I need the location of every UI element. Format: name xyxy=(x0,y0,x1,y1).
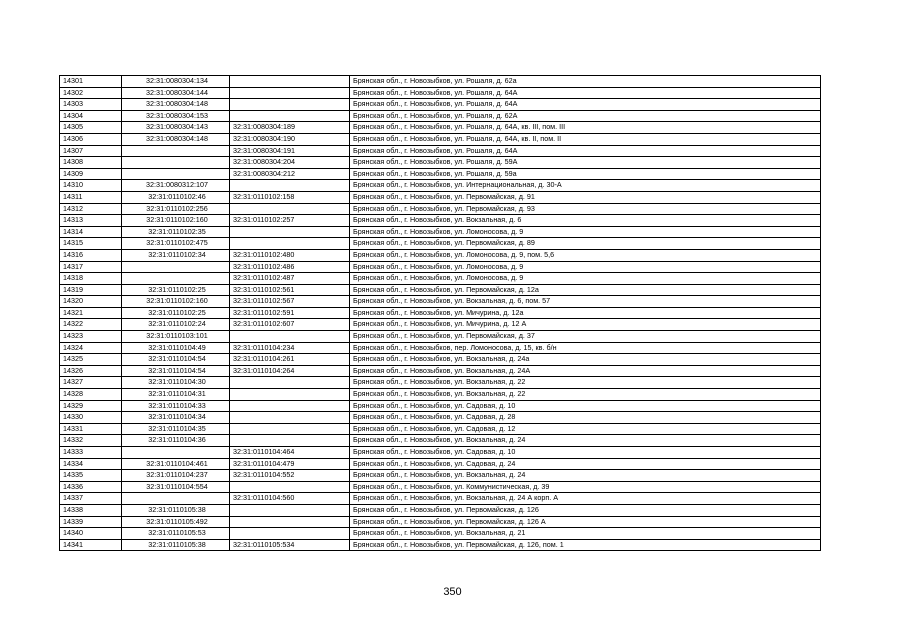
address-cell: Брянская обл., г. Новозыбков, ул. Первомайская, д. 126 А xyxy=(350,516,821,528)
cadastral-number-cell: 32:31:0080304:148 xyxy=(122,99,230,111)
row-number-cell: 14336 xyxy=(60,481,122,493)
row-number-cell: 14313 xyxy=(60,215,122,227)
address-cell: Брянская обл., г. Новозыбков, ул. Рошаля, д. 62а xyxy=(350,76,821,88)
table-row xyxy=(60,203,821,215)
cadastral-number-cell: 32:31:0110103:101 xyxy=(122,331,230,343)
table-row xyxy=(60,261,821,273)
address-cell: Брянская обл., г. Новозыбков, ул. Рошаля, д. 64А, кв. III, пом. III xyxy=(350,122,821,134)
row-number-cell: 14310 xyxy=(60,180,122,192)
address-cell: Брянская обл., г. Новозыбков, пер. Ломоносова, д. 15, кв. б/н xyxy=(350,342,821,354)
table-row xyxy=(60,504,821,516)
address-cell: Брянская обл., г. Новозыбков, ул. Рошаля, д. 64А xyxy=(350,99,821,111)
registry-table xyxy=(59,75,821,551)
address-cell: Брянская обл., г. Новозыбков, ул. Вокзальная, д. 24 А корп. А xyxy=(350,493,821,505)
linked-cadastral-number-cell: 32:31:0110104:464 xyxy=(230,447,350,459)
row-number-cell: 14320 xyxy=(60,296,122,308)
table-row xyxy=(60,412,821,424)
linked-cadastral-number-cell xyxy=(230,423,350,435)
linked-cadastral-number-cell xyxy=(230,238,350,250)
linked-cadastral-number-cell xyxy=(230,180,350,192)
page-number: 350 xyxy=(443,586,462,598)
row-number-cell: 14330 xyxy=(60,412,122,424)
cadastral-number-cell xyxy=(122,145,230,157)
cadastral-number-cell: 32:31:0110104:554 xyxy=(122,481,230,493)
address-cell: Брянская обл., г. Новозыбков, ул. Вокзальная, д. 6 xyxy=(350,215,821,227)
cadastral-number-cell: 32:31:0110104:54 xyxy=(122,354,230,366)
linked-cadastral-number-cell xyxy=(230,400,350,412)
linked-cadastral-number-cell xyxy=(230,110,350,122)
row-number-cell: 14319 xyxy=(60,284,122,296)
table-row xyxy=(60,87,821,99)
row-number-cell: 14334 xyxy=(60,458,122,470)
cadastral-number-cell: 32:31:0110104:35 xyxy=(122,423,230,435)
linked-cadastral-number-cell: 32:31:0110102:561 xyxy=(230,284,350,296)
linked-cadastral-number-cell: 32:31:0080304:191 xyxy=(230,145,350,157)
linked-cadastral-number-cell: 32:31:0110104:264 xyxy=(230,365,350,377)
address-cell: Брянская обл., г. Новозыбков, ул. Первомайская, д. 93 xyxy=(350,203,821,215)
linked-cadastral-number-cell xyxy=(230,99,350,111)
table-row xyxy=(60,516,821,528)
cadastral-number-cell: 32:31:0110102:25 xyxy=(122,284,230,296)
address-cell: Брянская обл., г. Новозыбков, ул. Ломоносова, д. 9, пом. 5,6 xyxy=(350,249,821,261)
linked-cadastral-number-cell xyxy=(230,481,350,493)
cadastral-number-cell: 32:31:0110102:34 xyxy=(122,249,230,261)
linked-cadastral-number-cell xyxy=(230,435,350,447)
linked-cadastral-number-cell xyxy=(230,504,350,516)
address-cell: Брянская обл., г. Новозыбков, ул. Первомайская, д. 91 xyxy=(350,191,821,203)
table-row xyxy=(60,423,821,435)
table-row xyxy=(60,99,821,111)
row-number-cell: 14326 xyxy=(60,365,122,377)
table-row xyxy=(60,110,821,122)
table-row xyxy=(60,377,821,389)
address-cell: Брянская обл., г. Новозыбков, ул. Рошаля, д. 59а xyxy=(350,168,821,180)
linked-cadastral-number-cell: 32:31:0110102:487 xyxy=(230,273,350,285)
cadastral-number-cell: 32:31:0110102:475 xyxy=(122,238,230,250)
row-number-cell: 14331 xyxy=(60,423,122,435)
row-number-cell: 14318 xyxy=(60,273,122,285)
cadastral-number-cell xyxy=(122,447,230,459)
table-row xyxy=(60,307,821,319)
row-number-cell: 14340 xyxy=(60,528,122,540)
address-cell: Брянская обл., г. Новозыбков, ул. Первомайская, д. 37 xyxy=(350,331,821,343)
cadastral-number-cell: 32:31:0110104:237 xyxy=(122,470,230,482)
linked-cadastral-number-cell xyxy=(230,87,350,99)
cadastral-number-cell: 32:31:0110104:31 xyxy=(122,389,230,401)
row-number-cell: 14329 xyxy=(60,400,122,412)
linked-cadastral-number-cell: 32:31:0110104:261 xyxy=(230,354,350,366)
row-number-cell: 14328 xyxy=(60,389,122,401)
table-row xyxy=(60,215,821,227)
cadastral-number-cell: 32:31:0110105:53 xyxy=(122,528,230,540)
cadastral-number-cell xyxy=(122,157,230,169)
cadastral-number-cell: 32:31:0110104:36 xyxy=(122,435,230,447)
table-row xyxy=(60,180,821,192)
table-row xyxy=(60,76,821,88)
linked-cadastral-number-cell xyxy=(230,389,350,401)
row-number-cell: 14324 xyxy=(60,342,122,354)
table-row xyxy=(60,226,821,238)
row-number-cell: 14307 xyxy=(60,145,122,157)
row-number-cell: 14338 xyxy=(60,504,122,516)
table-row xyxy=(60,284,821,296)
address-cell: Брянская обл., г. Новозыбков, ул. Мичурина, д. 12а xyxy=(350,307,821,319)
address-cell: Брянская обл., г. Новозыбков, ул. Рошаля, д. 62А xyxy=(350,110,821,122)
linked-cadastral-number-cell: 32:31:0080304:189 xyxy=(230,122,350,134)
address-cell: Брянская обл., г. Новозыбков, ул. Коммунистическая, д. 39 xyxy=(350,481,821,493)
address-cell: Брянская обл., г. Новозыбков, ул. Садовая, д. 28 xyxy=(350,412,821,424)
table-row xyxy=(60,191,821,203)
address-cell: Брянская обл., г. Новозыбков, ул. Ломоносова, д. 9 xyxy=(350,273,821,285)
address-cell: Брянская обл., г. Новозыбков, ул. Первомайская, д. 126, пом. 1 xyxy=(350,539,821,551)
cadastral-number-cell: 32:31:0110105:38 xyxy=(122,539,230,551)
cadastral-number-cell: 32:31:0080304:134 xyxy=(122,76,230,88)
linked-cadastral-number-cell: 32:31:0110102:158 xyxy=(230,191,350,203)
linked-cadastral-number-cell: 32:31:0110104:479 xyxy=(230,458,350,470)
row-number-cell: 14306 xyxy=(60,133,122,145)
cadastral-number-cell: 32:31:0080304:144 xyxy=(122,87,230,99)
table-row xyxy=(60,354,821,366)
address-cell: Брянская обл., г. Новозыбков, ул. Рошаля, д. 64А xyxy=(350,145,821,157)
address-cell: Брянская обл., г. Новозыбков, ул. Ломоносова, д. 9 xyxy=(350,261,821,273)
cadastral-number-cell: 32:31:0080304:143 xyxy=(122,122,230,134)
row-number-cell: 14312 xyxy=(60,203,122,215)
cadastral-number-cell: 32:31:0110102:256 xyxy=(122,203,230,215)
cadastral-number-cell: 32:31:0080312:107 xyxy=(122,180,230,192)
table-row xyxy=(60,331,821,343)
cadastral-number-cell: 32:31:0110105:492 xyxy=(122,516,230,528)
row-number-cell: 14341 xyxy=(60,539,122,551)
address-cell: Брянская обл., г. Новозыбков, ул. Мичурина, д. 12 А xyxy=(350,319,821,331)
cadastral-number-cell: 32:31:0080304:153 xyxy=(122,110,230,122)
address-cell: Брянская обл., г. Новозыбков, ул. Садовая, д. 12 xyxy=(350,423,821,435)
row-number-cell: 14303 xyxy=(60,99,122,111)
row-number-cell: 14322 xyxy=(60,319,122,331)
table-row xyxy=(60,481,821,493)
table-row xyxy=(60,157,821,169)
table-row xyxy=(60,389,821,401)
address-cell: Брянская обл., г. Новозыбков, ул. Первомайская, д. 12а xyxy=(350,284,821,296)
address-cell: Брянская обл., г. Новозыбков, ул. Вокзальная, д. 22 xyxy=(350,389,821,401)
cadastral-number-cell: 32:31:0110104:49 xyxy=(122,342,230,354)
row-number-cell: 14323 xyxy=(60,331,122,343)
registry-table-body xyxy=(60,76,821,551)
table-row xyxy=(60,400,821,412)
cadastral-number-cell: 32:31:0110102:25 xyxy=(122,307,230,319)
linked-cadastral-number-cell: 32:31:0080304:204 xyxy=(230,157,350,169)
linked-cadastral-number-cell: 32:31:0110102:480 xyxy=(230,249,350,261)
linked-cadastral-number-cell xyxy=(230,528,350,540)
row-number-cell: 14333 xyxy=(60,447,122,459)
table-row xyxy=(60,133,821,145)
address-cell: Брянская обл., г. Новозыбков, ул. Первомайская, д. 89 xyxy=(350,238,821,250)
row-number-cell: 14302 xyxy=(60,87,122,99)
address-cell: Брянская обл., г. Новозыбков, ул. Вокзальная, д. 6, пом. 57 xyxy=(350,296,821,308)
linked-cadastral-number-cell: 32:31:0110102:591 xyxy=(230,307,350,319)
address-cell: Брянская обл., г. Новозыбков, ул. Садовая, д. 10 xyxy=(350,447,821,459)
table-row xyxy=(60,447,821,459)
row-number-cell: 14337 xyxy=(60,493,122,505)
row-number-cell: 14325 xyxy=(60,354,122,366)
address-cell: Брянская обл., г. Новозыбков, ул. Вокзальная, д. 24 xyxy=(350,470,821,482)
table-row xyxy=(60,470,821,482)
cadastral-number-cell: 32:31:0110105:38 xyxy=(122,504,230,516)
table-row xyxy=(60,273,821,285)
address-cell: Брянская обл., г. Новозыбков, ул. Вокзальная, д. 24а xyxy=(350,354,821,366)
table-row xyxy=(60,238,821,250)
address-cell: Брянская обл., г. Новозыбков, ул. Вокзальная, д. 21 xyxy=(350,528,821,540)
row-number-cell: 14308 xyxy=(60,157,122,169)
table-row xyxy=(60,342,821,354)
cadastral-number-cell: 32:31:0110102:24 xyxy=(122,319,230,331)
address-cell: Брянская обл., г. Новозыбков, ул. Вокзальная, д. 24 xyxy=(350,435,821,447)
address-cell: Брянская обл., г. Новозыбков, ул. Рошаля, д. 59А xyxy=(350,157,821,169)
table-row xyxy=(60,168,821,180)
row-number-cell: 14314 xyxy=(60,226,122,238)
row-number-cell: 14316 xyxy=(60,249,122,261)
cadastral-number-cell xyxy=(122,493,230,505)
linked-cadastral-number-cell xyxy=(230,516,350,528)
cadastral-number-cell: 32:31:0110102:160 xyxy=(122,215,230,227)
table-row xyxy=(60,319,821,331)
linked-cadastral-number-cell xyxy=(230,203,350,215)
linked-cadastral-number-cell xyxy=(230,412,350,424)
linked-cadastral-number-cell: 32:31:0080304:212 xyxy=(230,168,350,180)
row-number-cell: 14339 xyxy=(60,516,122,528)
cadastral-number-cell: 32:31:0110104:33 xyxy=(122,400,230,412)
table-row xyxy=(60,458,821,470)
address-cell: Брянская обл., г. Новозыбков, ул. Садовая, д. 24 xyxy=(350,458,821,470)
linked-cadastral-number-cell xyxy=(230,226,350,238)
address-cell: Брянская обл., г. Новозыбков, ул. Вокзальная, д. 22 xyxy=(350,377,821,389)
cadastral-number-cell xyxy=(122,273,230,285)
address-cell: Брянская обл., г. Новозыбков, ул. Первомайская, д. 126 xyxy=(350,504,821,516)
row-number-cell: 14321 xyxy=(60,307,122,319)
address-cell: Брянская обл., г. Новозыбков, ул. Рошаля, д. 64А, кв. II, пом. II xyxy=(350,133,821,145)
table-row xyxy=(60,122,821,134)
address-cell: Брянская обл., г. Новозыбков, ул. Садовая, д. 10 xyxy=(350,400,821,412)
cadastral-number-cell: 32:31:0110102:160 xyxy=(122,296,230,308)
cadastral-number-cell xyxy=(122,261,230,273)
cadastral-number-cell xyxy=(122,168,230,180)
row-number-cell: 14305 xyxy=(60,122,122,134)
linked-cadastral-number-cell xyxy=(230,377,350,389)
linked-cadastral-number-cell: 32:31:0110104:234 xyxy=(230,342,350,354)
table-row xyxy=(60,145,821,157)
linked-cadastral-number-cell: 32:31:0110102:486 xyxy=(230,261,350,273)
address-cell: Брянская обл., г. Новозыбков, ул. Интернациональная, д. 30-А xyxy=(350,180,821,192)
row-number-cell: 14301 xyxy=(60,76,122,88)
cadastral-number-cell: 32:31:0110104:54 xyxy=(122,365,230,377)
cadastral-number-cell: 32:31:0080304:148 xyxy=(122,133,230,145)
linked-cadastral-number-cell xyxy=(230,331,350,343)
linked-cadastral-number-cell: 32:31:0110102:607 xyxy=(230,319,350,331)
address-cell: Брянская обл., г. Новозыбков, ул. Рошаля, д. 64А xyxy=(350,87,821,99)
address-cell: Брянская обл., г. Новозыбков, ул. Ломоносова, д. 9 xyxy=(350,226,821,238)
linked-cadastral-number-cell: 32:31:0110104:552 xyxy=(230,470,350,482)
linked-cadastral-number-cell: 32:31:0110105:534 xyxy=(230,539,350,551)
table-row xyxy=(60,528,821,540)
table-row xyxy=(60,435,821,447)
row-number-cell: 14327 xyxy=(60,377,122,389)
linked-cadastral-number-cell: 32:31:0110102:567 xyxy=(230,296,350,308)
address-cell: Брянская обл., г. Новозыбков, ул. Вокзальная, д. 24А xyxy=(350,365,821,377)
cadastral-number-cell: 32:31:0110102:46 xyxy=(122,191,230,203)
table-row xyxy=(60,493,821,505)
cadastral-number-cell: 32:31:0110104:461 xyxy=(122,458,230,470)
linked-cadastral-number-cell: 32:31:0110104:560 xyxy=(230,493,350,505)
row-number-cell: 14311 xyxy=(60,191,122,203)
linked-cadastral-number-cell: 32:31:0080304:190 xyxy=(230,133,350,145)
linked-cadastral-number-cell: 32:31:0110102:257 xyxy=(230,215,350,227)
row-number-cell: 14335 xyxy=(60,470,122,482)
cadastral-number-cell: 32:31:0110102:35 xyxy=(122,226,230,238)
table-row xyxy=(60,296,821,308)
table-row xyxy=(60,249,821,261)
row-number-cell: 14332 xyxy=(60,435,122,447)
row-number-cell: 14304 xyxy=(60,110,122,122)
table-row xyxy=(60,539,821,551)
row-number-cell: 14315 xyxy=(60,238,122,250)
cadastral-number-cell: 32:31:0110104:30 xyxy=(122,377,230,389)
row-number-cell: 14309 xyxy=(60,168,122,180)
linked-cadastral-number-cell xyxy=(230,76,350,88)
table-row xyxy=(60,365,821,377)
cadastral-number-cell: 32:31:0110104:34 xyxy=(122,412,230,424)
row-number-cell: 14317 xyxy=(60,261,122,273)
